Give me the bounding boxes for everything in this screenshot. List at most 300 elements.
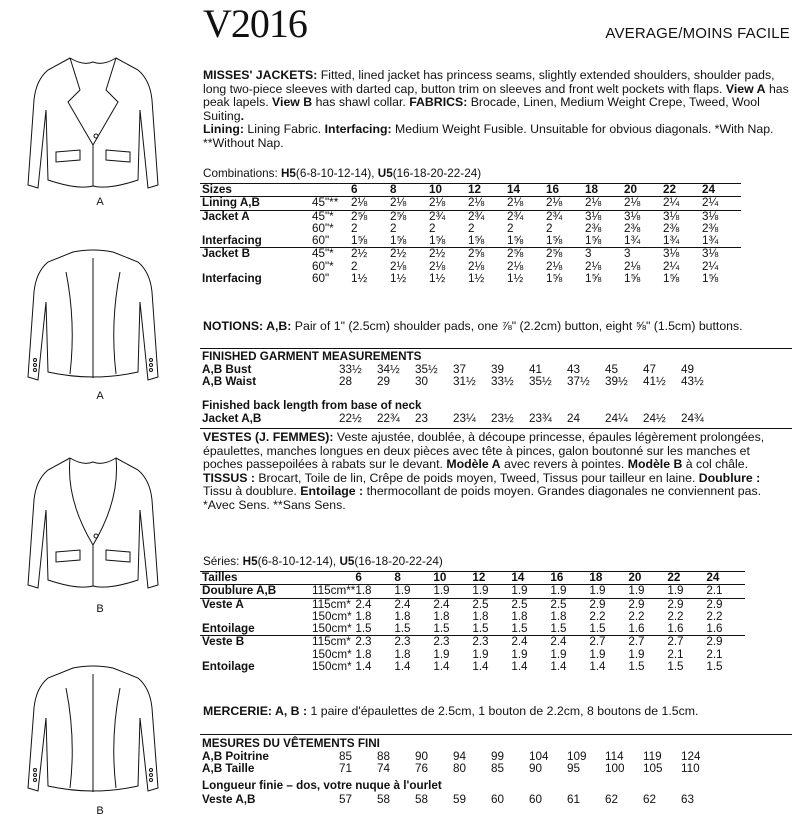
measurement-value: 62 (605, 793, 619, 806)
yardage-value: 1⅝ (351, 234, 368, 248)
measurement-value: 24¾ (681, 412, 704, 425)
yardage-value: 3⅛ (663, 210, 702, 223)
measurement-value: 37 (453, 363, 467, 376)
fabric-width: 60" (312, 234, 330, 248)
jacket-a-front-sketch (8, 40, 198, 208)
yardage-value: 1.5 (706, 660, 723, 674)
yardage-value: 2¼ (663, 259, 680, 273)
yardage-value: 1.9 (394, 584, 411, 598)
fabric-width: 150cm* (312, 660, 352, 674)
measurement-value: 23 (415, 412, 429, 425)
yardage-value: 1.9 (589, 584, 606, 598)
yardage-value: 1.9 (433, 584, 450, 598)
jacket-a-front-drawing (8, 40, 178, 200)
yardage-value: 1.5 (394, 622, 411, 636)
yardage-value: 1.9 (550, 584, 567, 598)
row-label: Veste B (200, 636, 312, 649)
measurement-value: 109 (567, 750, 587, 763)
jacket-b-back-drawing (8, 648, 178, 798)
yardage-value: 2⅛ (429, 196, 446, 210)
yardage-value: 2.4 (433, 598, 472, 611)
measurement-value: 90 (529, 762, 543, 776)
yardage-value: 3⅛ (702, 248, 741, 261)
fr-measurements-heading: MESURES DU VÊTEMENTS FINI (202, 737, 380, 750)
size-header: 20 (628, 572, 667, 585)
measurement-value: 39 (491, 363, 505, 376)
yardage-value: 2.4 (355, 598, 394, 611)
measurement-value: 23¾ (529, 412, 552, 425)
measurement-value: 47 (643, 363, 657, 376)
description-text: Fitted, lined jacket has princess seams, slightly extended shoulders, shoulder pads, long two-piece sleeves with darted cap, button trim on sleeves and front welt pockets with flaps. (203, 68, 775, 96)
measurement-value: 35½ (415, 363, 438, 376)
yardage-value: 1½ (507, 272, 524, 286)
measurement-value: 24½ (643, 412, 666, 425)
yardage-value: 2 (507, 221, 514, 235)
row-label: Veste A,B (202, 793, 256, 806)
yardage-value: 2.9 (706, 636, 745, 649)
yardage-value: 2 (468, 221, 475, 235)
measurement-value: 45 (605, 363, 619, 376)
jacket-b-front-drawing (8, 440, 178, 600)
measurement-value: 85 (339, 750, 353, 763)
row-label: Veste A (200, 598, 312, 611)
size-header: 14 (511, 572, 550, 585)
yardage-value: 1.5 (628, 660, 645, 674)
yardage-value: 2⅛ (585, 259, 602, 273)
interfacing-label: Interfacing: (324, 122, 392, 137)
yardage-value: 2⅜ (585, 221, 602, 235)
yardage-value: 1.6 (706, 622, 723, 636)
yardage-value: 2 (546, 221, 553, 235)
entoilage-text: thermocollant de poids moyen. Grandes diagonales ne conviennent pas. *Avec Sens. **Sans Sens. (203, 484, 762, 512)
fabric-width: 150cm* (312, 647, 352, 661)
measurement-value: 41½ (643, 375, 666, 389)
row-label: Interfacing (202, 234, 262, 248)
yardage-value: 2⅛ (585, 196, 602, 210)
yardage-value: 2 (429, 221, 436, 235)
yardage-value: 3⅛ (702, 210, 741, 223)
yardage-value: 1⅝ (546, 272, 563, 286)
yardage-value: 3⅛ (663, 248, 702, 261)
doublure-label: Doublure : (698, 470, 761, 485)
combo-u5-sizes: (16-18-20-22-24) (392, 167, 482, 180)
fabric-width: 45"* (312, 248, 351, 261)
yardage-value: 2.1 (706, 647, 723, 661)
width-header (312, 572, 355, 585)
measurement-value: 58 (415, 793, 429, 806)
series-line (203, 555, 443, 568)
measurement-value: 80 (453, 762, 467, 776)
size-header-label: Tailles (200, 572, 312, 585)
yardage-value: 2.3 (433, 636, 472, 649)
yardage-value: 2⅝ (390, 210, 429, 223)
fabric-width: 45"* (312, 210, 351, 223)
yardage-value: 1.5 (589, 622, 606, 636)
size-header: 24 (702, 184, 741, 197)
measurement-value: 124 (681, 750, 701, 763)
row-label: Jacket A (200, 210, 312, 223)
yardage-value: 1⅝ (585, 272, 602, 286)
french-mercerie (203, 705, 791, 719)
yardage-value: 2⅝ (468, 248, 507, 261)
english-description (203, 69, 791, 151)
measurement-value: 43 (567, 363, 581, 376)
pattern-number: V2016 (203, 1, 307, 46)
yardage-value: 2⅛ (390, 196, 407, 210)
yardage-value: 2.2 (706, 609, 723, 623)
yardage-value: 2¼ (663, 196, 680, 210)
measurement-value: 62 (643, 793, 657, 806)
measurement-value: 94 (453, 750, 467, 763)
fabric-width: 60"* (312, 221, 334, 235)
interfacing-text: Medium Weight Fusible. Unsuitable for obvious diagonals. *With Nap. **Without Nap. (203, 122, 774, 150)
measurement-value: 41 (529, 363, 543, 376)
row-label: Jacket B (200, 248, 312, 261)
size-header: 24 (706, 572, 745, 585)
french-back-length-table (200, 794, 719, 806)
fabric-width: 115cm* (312, 636, 355, 649)
yardage-value: 1.4 (589, 660, 606, 674)
row-label: Jacket A,B (202, 412, 262, 425)
table-row (200, 273, 741, 285)
sketch-label: A (96, 390, 104, 402)
measurement-value: 60 (529, 793, 543, 806)
width-header (312, 184, 351, 197)
view-a-label: View A (725, 81, 766, 96)
combo-h5: H5 (280, 167, 296, 180)
measurement-value: 59 (453, 793, 467, 806)
combo-h5-sizes: (6-8-10-12-14), (295, 167, 378, 180)
description-title: MISSES' JACKETS: (203, 68, 318, 82)
measurement-value: 39½ (605, 375, 628, 389)
yardage-value: 1.8 (550, 609, 567, 623)
measurement-value: 33½ (339, 363, 362, 376)
size-header: 14 (507, 184, 546, 197)
size-header-label: Sizes (200, 184, 312, 197)
combinations-label: Combinations: (203, 167, 281, 180)
yardage-value: 2.2 (667, 609, 684, 623)
measurement-value: 90 (415, 750, 429, 763)
yardage-value: 1.8 (433, 609, 450, 623)
measurement-value: 110 (681, 762, 700, 776)
yardage-value: 2.3 (355, 636, 394, 649)
jacket-b-back-sketch (8, 648, 198, 817)
yardage-value: 1⅝ (702, 272, 719, 286)
fabric-width: 115cm* (312, 598, 355, 611)
jacket-b-front-sketch (8, 440, 198, 615)
yardage-value: 1.5 (355, 622, 372, 636)
measurement-value: 114 (605, 750, 624, 763)
yardage-value: 2¾ (507, 210, 546, 223)
yardage-value: 1.8 (511, 609, 528, 623)
measurement-value: 22½ (339, 412, 362, 425)
yardage-value: 2½ (351, 248, 390, 261)
doublure-text: Tissu à doublure. (203, 484, 301, 499)
yardage-value: 2.4 (394, 598, 433, 611)
english-yardage-table (200, 183, 741, 285)
english-measurements-table (200, 364, 719, 389)
yardage-value: 2 (390, 221, 397, 235)
yardage-value: 1.9 (628, 584, 645, 598)
yardage-value: 1¾ (624, 234, 641, 248)
finished-measurements-heading: FINISHED GARMENT MEASUREMENTS (202, 350, 422, 363)
measurement-value: 57 (339, 793, 353, 806)
fabric-width: 45"** (312, 196, 339, 210)
fabric-width: 115cm** (312, 584, 356, 598)
lining-label: Lining: (203, 122, 244, 137)
size-header: 12 (472, 572, 511, 585)
table-row (200, 235, 741, 248)
divider (200, 734, 792, 735)
fr-back-length-heading: Longueur finie – dos, votre nuque à l'ourlet (202, 779, 442, 792)
row-label: Entoilage (202, 622, 255, 636)
yardage-value: 2.4 (550, 636, 589, 649)
size-header: 18 (585, 184, 624, 197)
yardage-value: 2.2 (589, 609, 606, 623)
size-header: 12 (468, 184, 507, 197)
divider (200, 428, 792, 429)
yardage-value: 2⅝ (546, 248, 585, 261)
fabric-width: 150cm* (312, 622, 352, 636)
yardage-value: 2.5 (550, 598, 589, 611)
yardage-value: 1⅝ (624, 272, 641, 286)
measurement-value: 95 (567, 762, 581, 776)
model-a-label: Modèle A (446, 457, 501, 472)
yardage-value: 1⅝ (546, 234, 563, 248)
table-row (200, 585, 745, 598)
yardage-value: 1.8 (472, 609, 489, 623)
yardage-value: 1.4 (511, 660, 528, 674)
measurement-value: 105 (643, 762, 663, 776)
measurement-value: 31½ (453, 375, 476, 389)
sketch-label: B (96, 603, 104, 615)
size-header: 22 (663, 184, 702, 197)
size-header: 6 (351, 184, 390, 197)
yardage-value: 2⅛ (624, 259, 641, 273)
description-text: à col châle. (682, 457, 748, 472)
measurement-value: 99 (491, 750, 505, 763)
series-label: Séries: (203, 555, 243, 568)
size-header: 10 (433, 572, 472, 585)
yardage-value: 1.9 (628, 647, 645, 661)
yardage-value: 2⅜ (663, 221, 680, 235)
table-row (200, 623, 745, 636)
yardage-value: 2⅛ (390, 259, 407, 273)
yardage-value: 1.9 (472, 584, 489, 598)
yardage-value: 1.4 (394, 660, 411, 674)
yardage-value: 2.7 (667, 636, 706, 649)
yardage-value: 3⅛ (624, 210, 663, 223)
yardage-value: 2.1 (667, 647, 684, 661)
yardage-value: 1.8 (355, 609, 372, 623)
yardage-value: 1.9 (589, 647, 606, 661)
measurement-value: 30 (415, 375, 429, 389)
sketch-label: A (96, 196, 104, 208)
table-row (200, 794, 719, 806)
yardage-value: 2 (351, 259, 358, 273)
tissus-text: Brocart, Toile de lin, Crêpe de poids moyen, Tweed, Tissus pour tailleur en laine. (254, 470, 699, 485)
yardage-value: 2⅛ (507, 259, 524, 273)
size-header: 8 (390, 184, 429, 197)
table-row (200, 248, 741, 261)
yardage-value: 2⅛ (468, 259, 485, 273)
yardage-value: 1.6 (667, 622, 684, 636)
yardage-value: 1⅝ (390, 234, 407, 248)
yardage-value: 1.9 (550, 647, 567, 661)
size-header: 18 (589, 572, 628, 585)
measurement-value: 61 (567, 793, 581, 806)
yardage-value: 3 (585, 248, 624, 261)
measurement-value: 35½ (529, 375, 552, 389)
measurement-value: 60 (491, 793, 505, 806)
yardage-value: 2⅝ (351, 210, 390, 223)
entoilage-label: Entoilage : (300, 484, 364, 499)
measurement-value: 63 (681, 793, 695, 806)
measurement-value: 49 (681, 363, 695, 376)
measurement-value: 29 (377, 375, 391, 389)
yardage-value: 2⅛ (546, 196, 563, 210)
yardage-value: 2.9 (706, 598, 745, 611)
yardage-value: 2.4 (511, 636, 550, 649)
yardage-value: 2.5 (511, 598, 550, 611)
description-text: has peak lapels. (203, 81, 789, 110)
size-header: 16 (550, 572, 589, 585)
yardage-value: 1.5 (472, 622, 489, 636)
yardage-value: 1⅝ (663, 272, 680, 286)
table-row (200, 763, 719, 775)
measurement-value: 43½ (681, 375, 704, 389)
yardage-value: 1.5 (433, 622, 450, 636)
measurement-value: 34½ (377, 363, 400, 376)
yardage-value: 2⅛ (546, 259, 563, 273)
size-header: 16 (546, 184, 585, 197)
yardage-value: 2.5 (472, 598, 511, 611)
table-row (200, 376, 719, 388)
yardage-value: 1.4 (550, 660, 567, 674)
yardage-value: 2.2 (628, 609, 645, 623)
yardage-value: 1.5 (550, 622, 567, 636)
yardage-value: 2⅛ (351, 196, 368, 210)
row-label: A,B Poitrine (202, 750, 269, 763)
yardage-value: 1½ (390, 272, 407, 286)
yardage-value: 2.7 (628, 636, 667, 649)
series-u5: U5 (339, 555, 355, 568)
measurement-value: 23½ (491, 412, 514, 425)
yardage-value: 1.8 (355, 584, 372, 598)
measurement-value: 28 (339, 375, 353, 389)
yardage-value: 2.9 (589, 598, 628, 611)
size-header: 22 (667, 572, 706, 585)
combinations-line (203, 167, 481, 180)
measurement-value: 104 (529, 750, 549, 763)
measurement-value: 100 (605, 762, 625, 776)
yardage-value: 1.9 (511, 647, 528, 661)
measurement-value: 23¼ (453, 412, 476, 425)
table-row (200, 661, 745, 673)
yardage-value: 1½ (351, 272, 368, 286)
combo-u5: U5 (377, 167, 393, 180)
yardage-value: 1⅝ (429, 234, 446, 248)
measurement-value: 119 (643, 750, 662, 763)
french-measurements-table (200, 751, 719, 776)
yardage-value: 2⅛ (624, 196, 641, 210)
jacket-a-back-drawing (8, 232, 178, 392)
table-row (200, 197, 741, 210)
yardage-value: 2⅜ (624, 221, 641, 235)
yardage-value: 1⅝ (507, 234, 524, 248)
fabric-width: 150cm* (312, 609, 352, 623)
yardage-value: 2.9 (628, 598, 667, 611)
yardage-value: 1¾ (702, 234, 719, 248)
measurement-value: 88 (377, 750, 391, 763)
measurement-value: 85 (491, 762, 505, 776)
yardage-value: 1.6 (628, 622, 645, 636)
series-h5-sizes: (6-8-10-12-14), (257, 555, 340, 568)
yardage-value: 1.9 (472, 647, 489, 661)
row-label: A,B Bust (202, 363, 252, 376)
yardage-value: 1.8 (394, 609, 411, 623)
series-h5: H5 (242, 555, 258, 568)
mercerie-text: 1 paire d'épaulettes de 2.5cm, 1 bouton de 2.2cm, 8 boutons de 1.5cm. (307, 704, 699, 718)
english-notions (203, 320, 791, 334)
yardage-value: 2¼ (702, 196, 719, 210)
description-title: VESTES (J. FEMMES): (203, 430, 334, 444)
lining-text: Lining Fabric. (243, 122, 325, 137)
yardage-value: 1.5 (667, 660, 684, 674)
yardage-value: 2¼ (702, 259, 719, 273)
yardage-value: 1⅝ (585, 234, 602, 248)
fabric-width: 60" (312, 272, 330, 286)
table-header-row (200, 184, 741, 197)
table-row (200, 210, 741, 223)
row-label: Interfacing (202, 272, 262, 286)
yardage-value: 1.8 (394, 647, 411, 661)
fabric-width: 60"* (312, 259, 334, 273)
measurement-value: 58 (377, 793, 391, 806)
tissus-label: TISSUS : (203, 470, 255, 485)
notions-text: Pair of 1" (2.5cm) shoulder pads, one ⅞" (2.2cm) button, eight ⅝" (1.5cm) buttons. (291, 319, 743, 333)
measurement-value: 24 (567, 412, 581, 425)
yardage-value: 1½ (429, 272, 446, 286)
sketch-label: B (96, 805, 104, 817)
size-header: 20 (624, 184, 663, 197)
back-length-heading: Finished back length from base of neck (202, 399, 422, 412)
description-text: avec revers à pointes. (500, 457, 628, 472)
jacket-a-back-sketch (8, 232, 198, 402)
fabrics-label: FABRICS: (409, 95, 468, 110)
measurement-value: 33½ (491, 375, 514, 389)
yardage-value: 2⅛ (507, 196, 524, 210)
yardage-value: 1.4 (433, 660, 450, 674)
difficulty-level: AVERAGE/MOINS FACILE (605, 25, 790, 42)
measurement-value: 76 (415, 762, 429, 776)
yardage-value: 1.4 (472, 660, 489, 674)
period: . (240, 108, 245, 123)
mercerie-label: MERCERIE: A, B : (203, 704, 308, 718)
size-header: 6 (355, 572, 394, 585)
description-text: Veste ajustée, doublée, à découpe princesse, épaules légèrement prolongées, épaulettes, manches longues en deux pièces avec tête à pinces, galon boutonné sur les manches et poches passepoilées à rabats sur le devant. (203, 430, 765, 472)
yardage-value: 1¾ (663, 234, 680, 248)
table-header-row (200, 572, 745, 585)
yardage-value: 2⅛ (468, 196, 485, 210)
english-back-length-table (200, 413, 719, 425)
row-label: Doublure A,B (202, 584, 277, 598)
row-label: A,B Waist (202, 375, 257, 389)
yardage-value: 2¾ (546, 210, 585, 223)
yardage-value: 1.5 (511, 622, 528, 636)
french-description (203, 431, 791, 513)
row-label: Lining A,B (202, 196, 260, 210)
